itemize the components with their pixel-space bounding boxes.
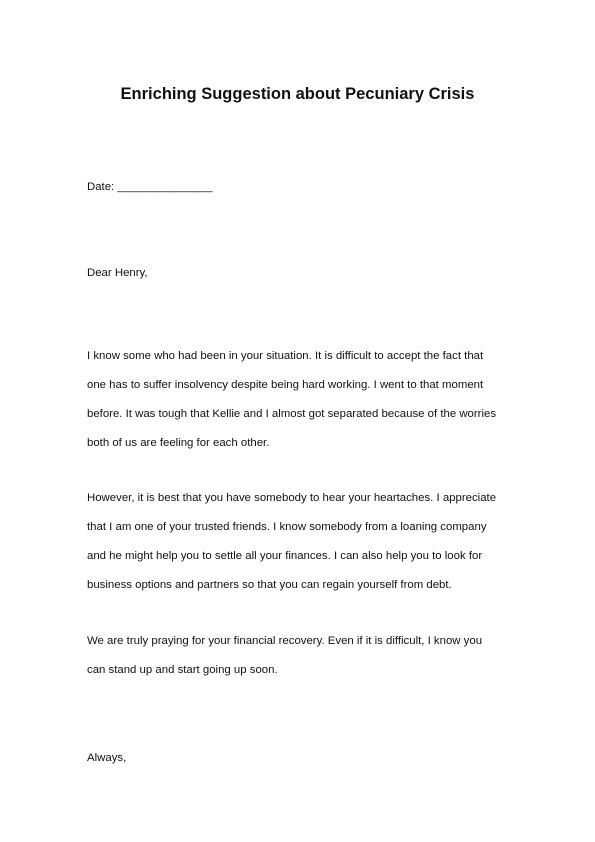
paragraph-line: that I am one of your trusted friends. I know somebody from a loaning company bbox=[87, 521, 487, 533]
paragraph-line: one has to suffer insolvency despite being hard working. I went to that moment bbox=[87, 379, 484, 391]
paragraph-2 bbox=[87, 484, 527, 600]
date-line: Date: _______________ bbox=[87, 181, 213, 193]
salutation: Dear Henry, bbox=[87, 267, 148, 279]
paragraph-line: We are truly praying for your financial recovery. Even if it is difficult, I know you bbox=[87, 635, 483, 647]
paragraph-3 bbox=[87, 627, 527, 685]
paragraph-1 bbox=[87, 342, 527, 458]
paragraph-line: and he might help you to settle all your finances. I can also help you to look for bbox=[87, 550, 483, 562]
paragraph-line: I know some who had been in your situation. It is difficult to accept the fact that bbox=[87, 350, 484, 362]
letter-title: Enriching Suggestion about Pecuniary Crisis bbox=[120, 85, 475, 103]
paragraph-line: can stand up and start going up soon. bbox=[87, 664, 278, 676]
paragraph-line: However, it is best that you have somebody to hear your heartaches. I appreciate bbox=[87, 492, 497, 504]
paragraph-line: both of us are feeling for each other. bbox=[87, 437, 270, 449]
closing: Always, bbox=[87, 752, 127, 764]
paragraph-line: business options and partners so that you can regain yourself from debt. bbox=[87, 579, 452, 591]
paragraph-line: before. It was tough that Kellie and I almost got separated because of the worries bbox=[87, 408, 497, 420]
